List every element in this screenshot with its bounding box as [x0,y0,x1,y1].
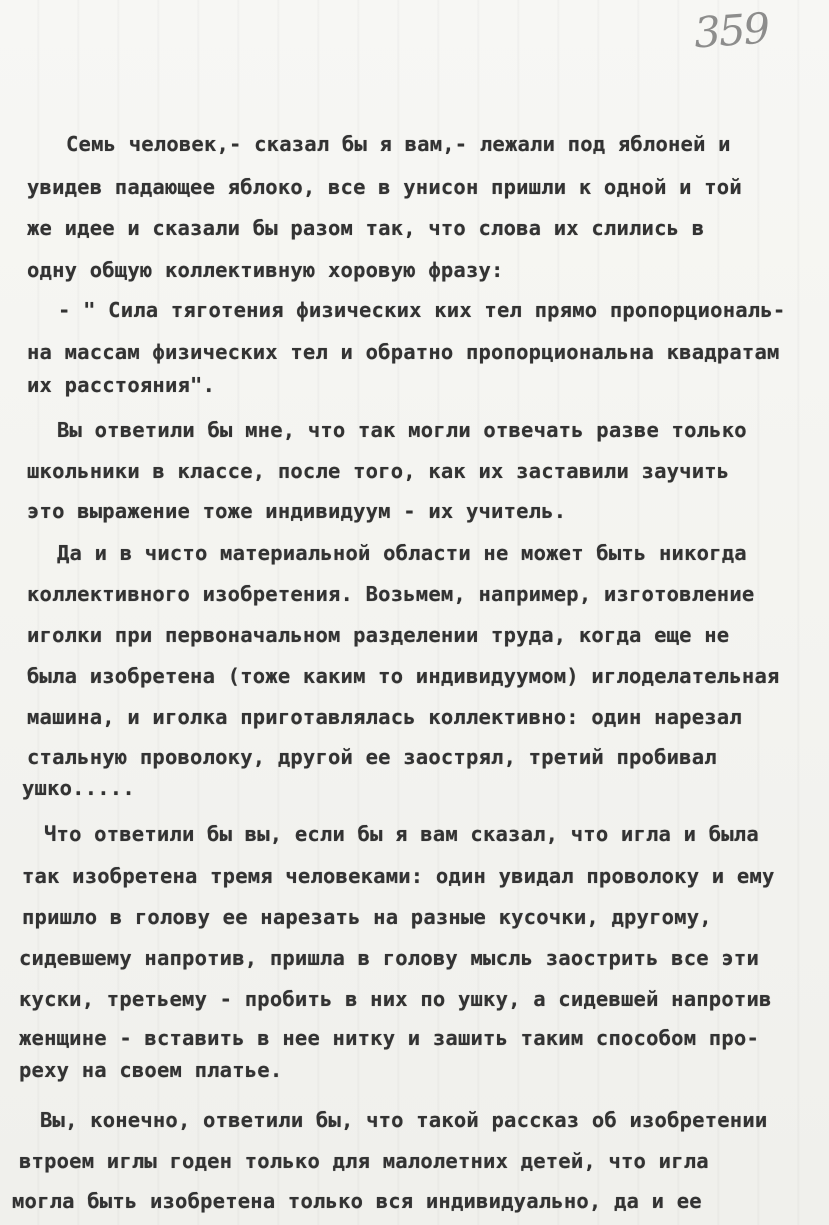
text-line: стальную проволоку, другой ее заострял, третий пробивал [27,745,717,769]
text-line: Да и в чисто материальной области не может быть никогда [57,541,747,565]
text-line: иголки при первоначальном разделении труда, когда еще не [27,623,730,647]
text-line: Семь человек,- сказал бы я вам,- лежали под яблоней и [66,132,731,156]
text-line: - " Сила тяготения физических ких тел прямо пропорциональ- [58,298,786,322]
text-line: Вы ответили бы мне, что так могли отвечать разве только [57,418,747,442]
text-line: женщине - вставить в нее нитку и зашить таким способом про- [19,1026,759,1050]
text-line: одну общую коллективную хоровую фразу: [27,258,504,282]
text-line: могла быть изобретена только вся индивидуально, да и ее [12,1189,702,1213]
text-line: на массам физических тел и обратно пропорциональна квадратам [27,340,780,364]
text-line: так изобретена тремя человеками: один увидал проволоку и ему [22,864,775,888]
text-line: сидевшему напротив, пришла в голову мысль заострить все эти [19,946,759,970]
text-line: куски, третьему - пробить в них по ушку, а сидевшей напротив [19,987,772,1011]
text-line: машина, и иголка приготавлялась коллективно: один нарезал [27,705,742,729]
text-line: пришло в голову ее нарезать на разные кусочки, другому, [22,905,712,929]
text-line: Вы, конечно, ответили бы, что такой рассказ об изобретении [40,1108,768,1132]
text-line: увидев падающее яблоко, все в унисон пришли к одной и той [27,175,742,199]
text-line: ушко..... [22,776,135,800]
text-line: была изобретена (тоже каким то индивидуумом) иглоделательная [27,664,780,688]
text-line: же идее и сказали бы разом так, что слова их слились в [27,216,705,240]
text-line: реху на своем платье. [19,1058,283,1082]
text-line: Что ответили бы вы, если бы я вам сказал, что игла и была [44,822,759,846]
text-line: это выражение тоже индивидуум - их учитель. [27,499,567,523]
text-line: втроем иглы годен только для малолетних детей, что игла [19,1149,709,1173]
text-line: коллективного изобретения. Возьмем, например, изготовление [27,582,755,606]
text-line: их расстояния". [27,373,216,397]
page-number: 359 [692,3,770,58]
text-line: школьники в классе, после того, как их заставили заучить [27,459,730,483]
